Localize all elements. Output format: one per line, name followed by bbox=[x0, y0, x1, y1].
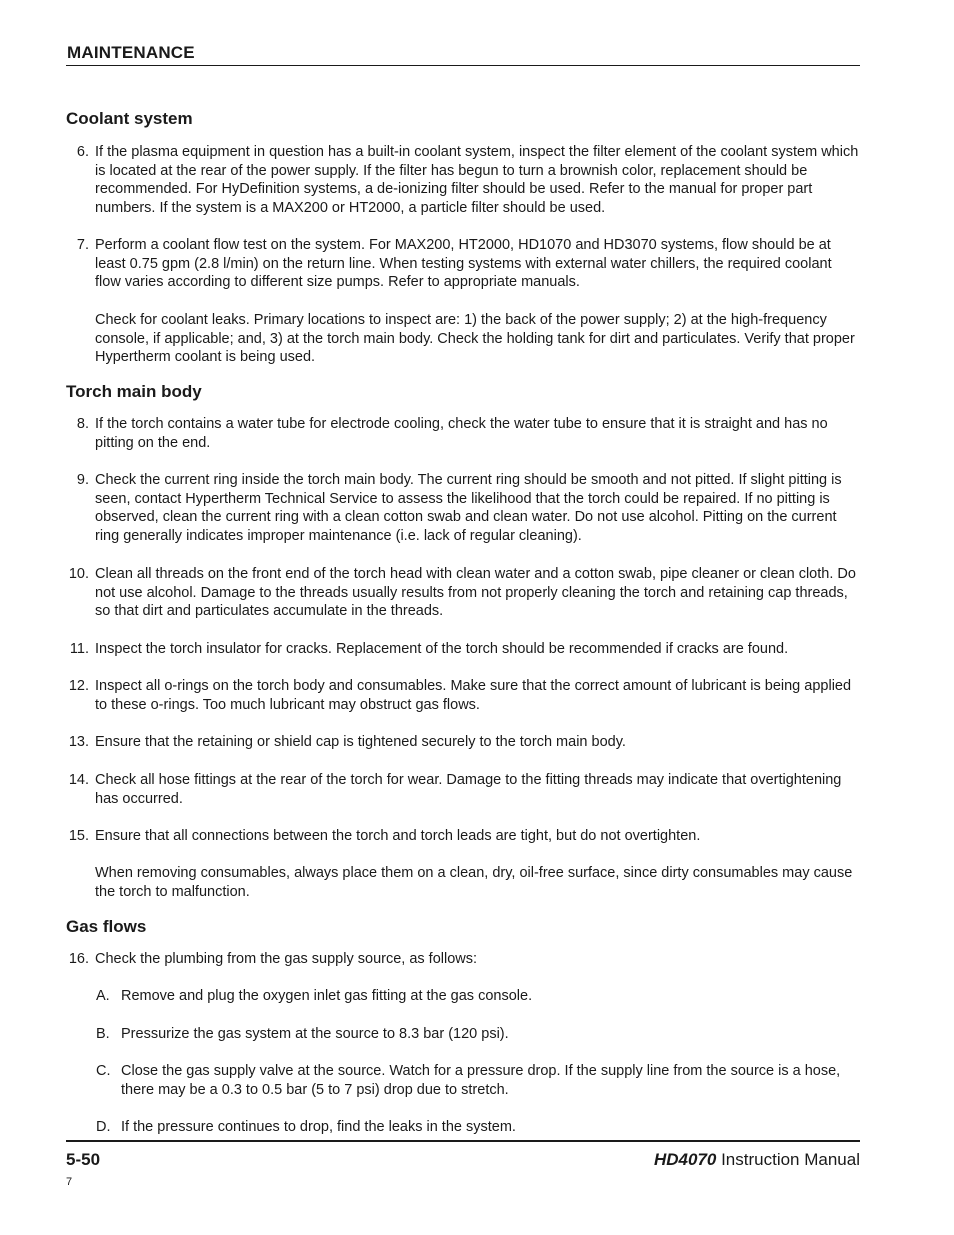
sub-item-c bbox=[96, 1062, 860, 1099]
item-number: 11. bbox=[69, 641, 89, 657]
item-text: Check the plumbing from the gas supply source, as follows: bbox=[95, 951, 478, 967]
sub-item-text: Pressurize the gas system at the source to 8.3 bar (120 psi). bbox=[121, 1026, 509, 1042]
list-item-10 bbox=[66, 565, 860, 621]
sub-item-text: Close the gas supply valve at the source. Watch for a pressure drop. If the supply line from the source is a hose, there may be a 0.3 to 0.5 bar (5 to 7 psi) drop due to stretch. bbox=[121, 1063, 841, 1098]
sub-item-a bbox=[96, 987, 860, 1006]
list-item-7 bbox=[66, 236, 860, 292]
coolant-leaks-note: Check for coolant leaks. Primary locations to inspect are: 1) the back of the power supply; 2) at the high-frequency console, if applicable; and, 3) at the torch main body. Check the holding tank for dirt and particulates. Verify that proper Hypertherm coolant is being used. bbox=[95, 312, 855, 366]
item-number: 14. bbox=[68, 772, 89, 788]
sub-item-letter: A. bbox=[96, 988, 110, 1004]
item-number: 13. bbox=[68, 734, 89, 750]
item-text: If the plasma equipment in question has a built-in coolant system, inspect the filter element of the coolant system which is located at the rear of the power supply. If the filter has begun to turn a brownish color, replacement should be recommended. For HyDefinition systems, a de-ionizing filter should be used. Refer to the manual for proper part numbers. If the system is a MAX200 or HT2000, a particle filter should be used. bbox=[95, 144, 859, 216]
item-text: Perform a coolant flow test on the system. For MAX200, HT2000, HD1070 and HD3070 systems, flow should be at least 0.75 gpm (2.8 l/min) on the return line. When testing systems with external water chillers, the required coolant flow varies according to different size pumps. Refer to appropriate manuals. bbox=[95, 237, 832, 291]
list-item-8 bbox=[66, 415, 860, 452]
footer-mark: 7 bbox=[66, 1176, 73, 1188]
consumables-note: When removing consumables, always place them on a clean, dry, oil-free surface, since dirty consumables may cause the torch to malfunction. bbox=[95, 865, 853, 900]
sub-item-text: If the pressure continues to drop, find the leaks in the system. bbox=[121, 1119, 516, 1135]
heading-gas-flows: Gas flows bbox=[66, 917, 147, 936]
item-text: Check all hose fittings at the rear of the torch for wear. Damage to the fitting threads may indicate that overtightening has occurred. bbox=[95, 772, 842, 807]
page-number: 5-50 bbox=[66, 1150, 101, 1169]
heading-coolant-system: Coolant system bbox=[66, 109, 193, 128]
list-item-13 bbox=[66, 733, 860, 752]
list-item-14 bbox=[66, 771, 860, 808]
sub-item-letter: C. bbox=[96, 1063, 111, 1079]
item-text: Inspect all o-rings on the torch body and consumables. Make sure that the correct amount of lubricant is being applied to these o-rings. Too much lubricant may obstruct gas flows. bbox=[95, 678, 852, 713]
manual-label: Instruction Manual bbox=[716, 1150, 860, 1169]
manual-title bbox=[654, 1150, 860, 1170]
sub-item-letter: B. bbox=[96, 1026, 110, 1042]
item-text: If the torch contains a water tube for electrode cooling, check the water tube to ensure that it is straight and has no pitting on the end. bbox=[95, 416, 828, 451]
list-item-15 bbox=[66, 827, 860, 846]
sub-item-text: Remove and plug the oxygen inlet gas fitting at the gas console. bbox=[121, 988, 533, 1004]
list-item-12 bbox=[66, 677, 860, 714]
item-number: 10. bbox=[68, 566, 89, 582]
item-number: 8. bbox=[76, 416, 89, 432]
item-number: 9. bbox=[76, 472, 89, 488]
header-rule bbox=[66, 65, 860, 66]
model-name: HD4070 bbox=[653, 1150, 717, 1169]
list-item-11 bbox=[66, 640, 860, 659]
item-text: Ensure that the retaining or shield cap is tightened securely to the torch main body. bbox=[95, 734, 626, 750]
footer-rule bbox=[66, 1140, 860, 1142]
item-number: 6. bbox=[76, 144, 89, 160]
item-number: 15. bbox=[68, 828, 89, 844]
item-text: Clean all threads on the front end of the torch head with clean water and a cotton swab, pipe cleaner or clean cloth. Do not use alcohol. Damage to the threads usually results from not properly cleaning the torch and retaining cap threads, so that dirt and particulates accumulate in the threads. bbox=[95, 566, 856, 620]
item-text: Inspect the torch insulator for cracks. Replacement of the torch should be recommended if cracks are found. bbox=[95, 641, 789, 657]
sub-item-d bbox=[96, 1118, 860, 1137]
list-item-16 bbox=[66, 950, 860, 969]
item-number: 7. bbox=[76, 237, 89, 253]
sub-item-letter: D. bbox=[96, 1119, 111, 1135]
heading-torch-main-body: Torch main body bbox=[66, 382, 202, 401]
list-item-6 bbox=[66, 143, 860, 217]
item-text: Check the current ring inside the torch main body. The current ring should be smooth and not pitted. If slight pitting is seen, contact Hypertherm Technical Service to assess the likelihood that the torch could be repaired. If no pitting is observed, clean the current ring with a clean cotton swab and clean water. Do not use alcohol. Pitting on the current ring generally indicates improper maintenance (i.e. lack of regular cleaning). bbox=[95, 472, 842, 544]
sub-item-b bbox=[96, 1025, 860, 1044]
header-title: MAINTENANCE bbox=[67, 43, 195, 62]
item-text: Ensure that all connections between the torch and torch leads are tight, but do not overtighten. bbox=[95, 828, 701, 844]
item-number: 12. bbox=[68, 678, 89, 694]
item-number: 16. bbox=[68, 951, 89, 967]
list-item-9 bbox=[66, 471, 860, 545]
